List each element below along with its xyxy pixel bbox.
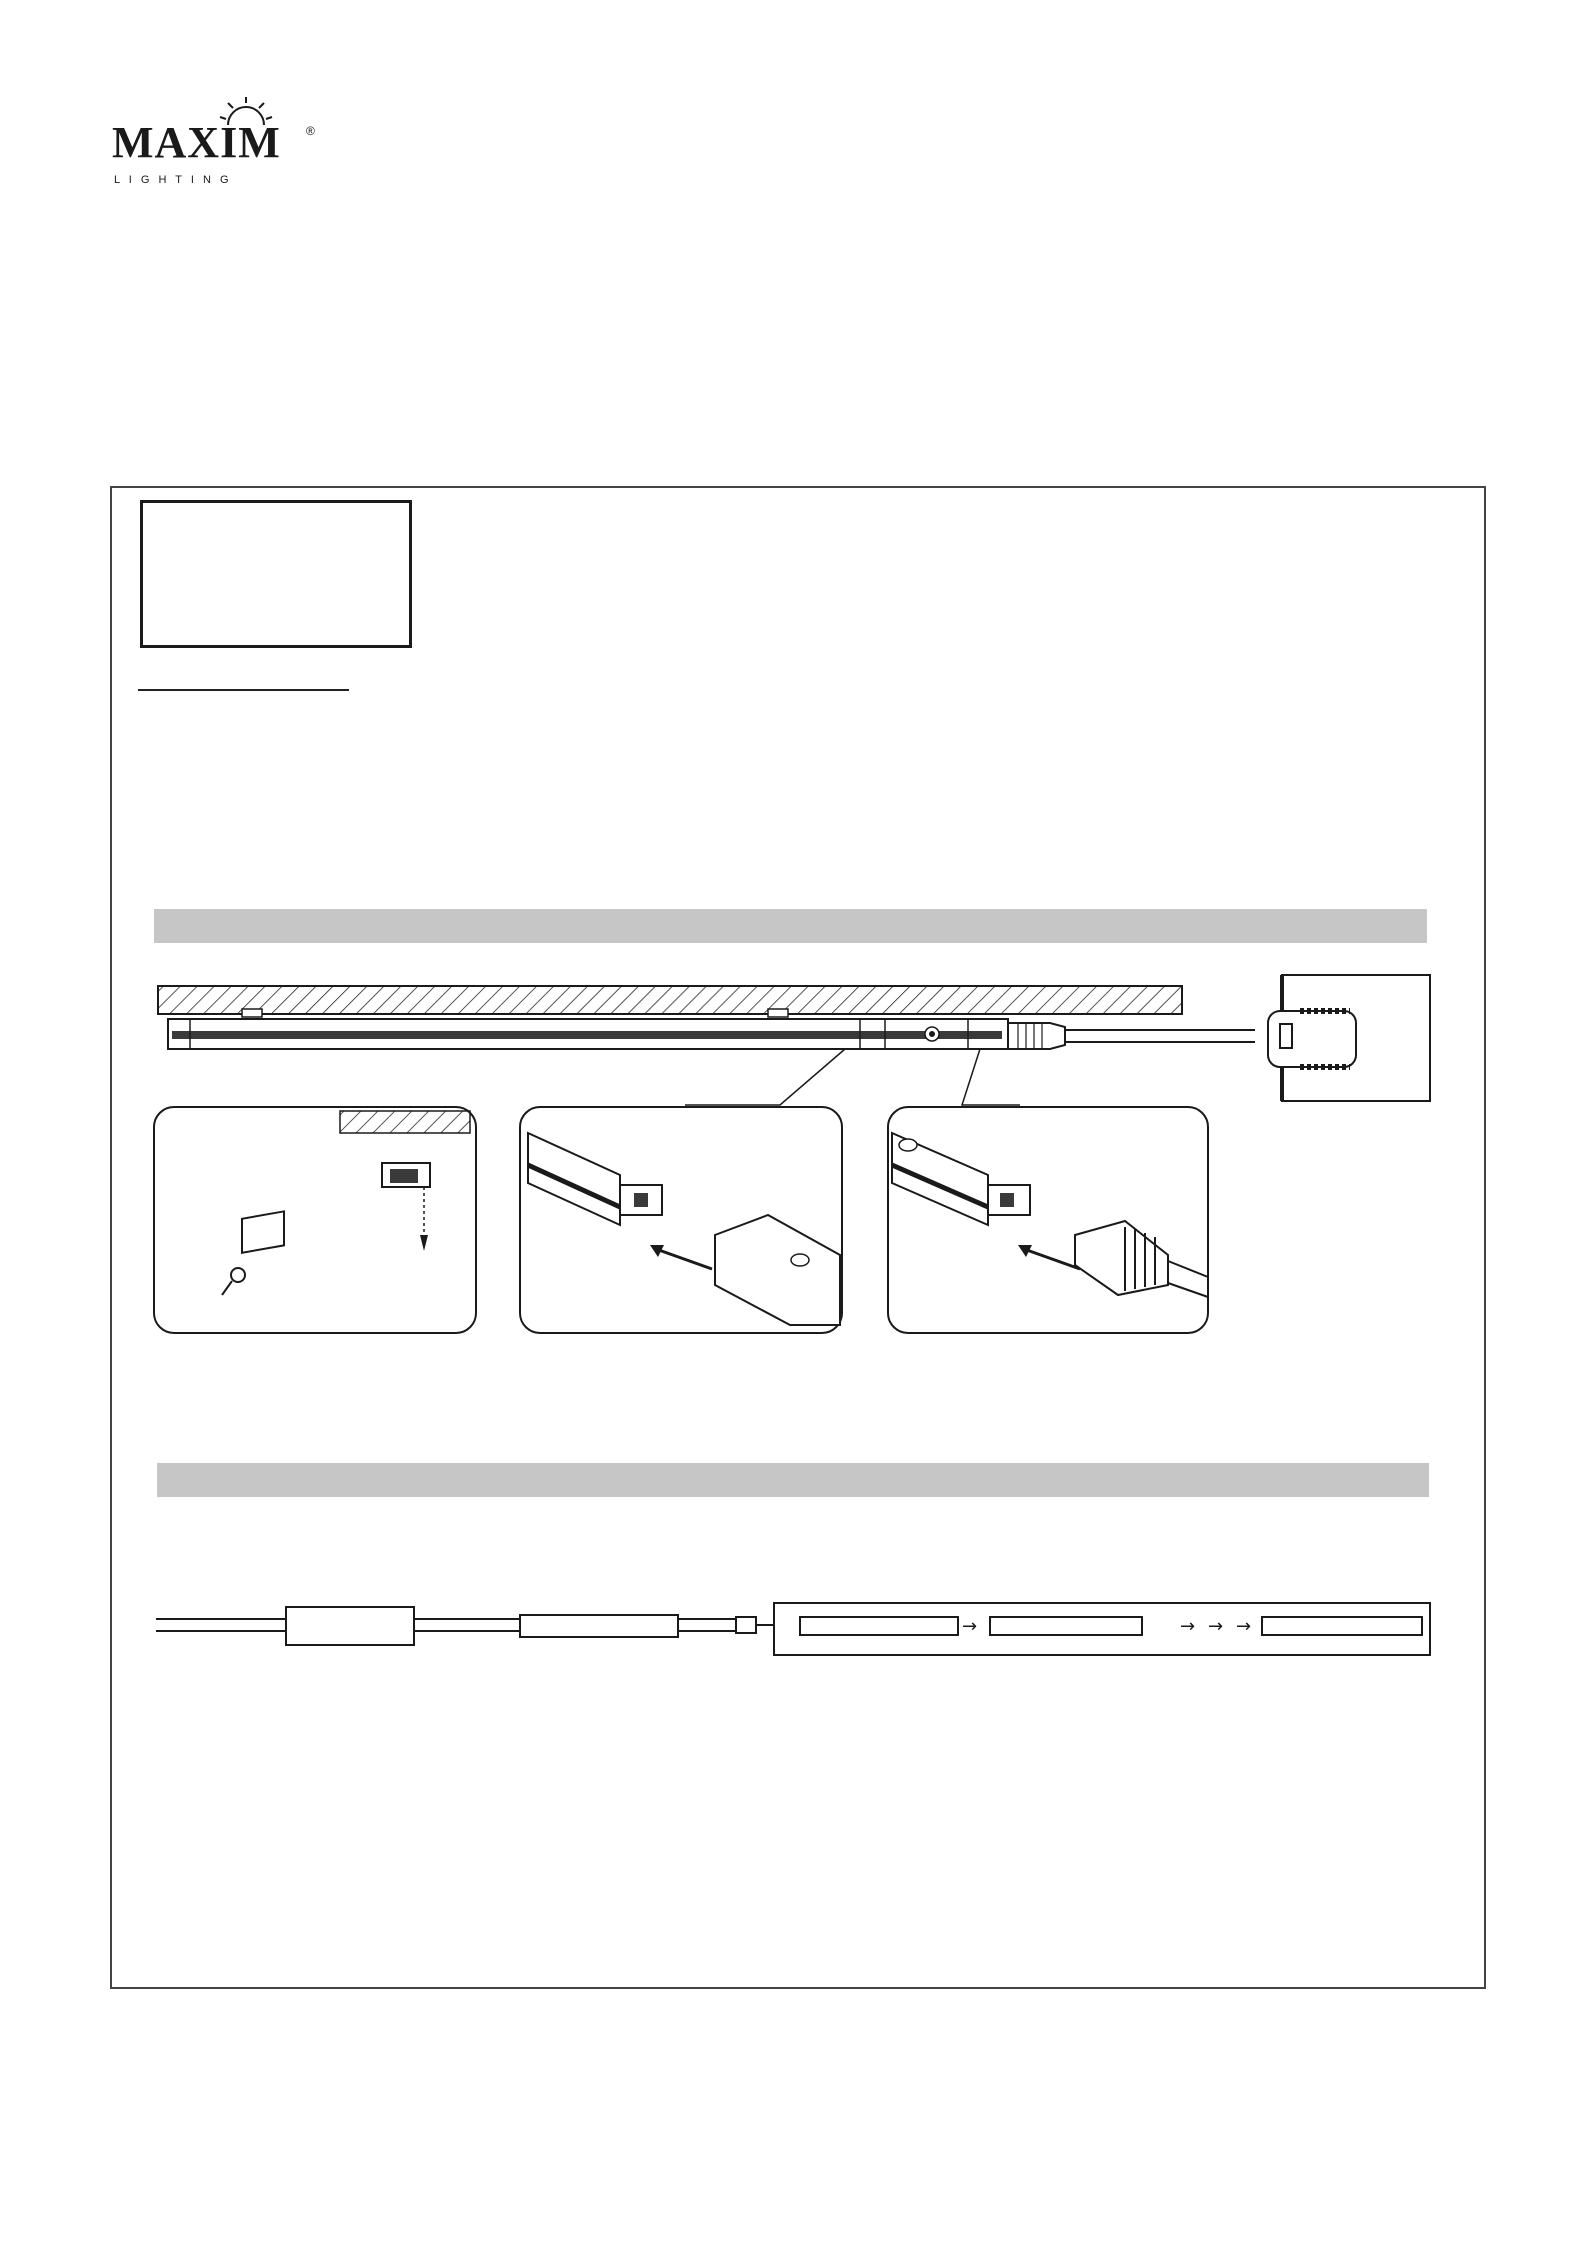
heading-underline: [138, 689, 349, 691]
logo-registered-mark: ®: [306, 124, 315, 138]
linking-diagram: [150, 1595, 1440, 1675]
mounting-clip: [242, 1009, 262, 1017]
logo-subtitle: L I G H T I N G: [114, 174, 232, 186]
arrow-2: →: [1180, 1616, 1196, 1637]
fixture-1: [800, 1617, 958, 1635]
joiner-connection-detail: [520, 1107, 842, 1333]
connector-box: [520, 1615, 678, 1637]
callout-leader: [685, 1049, 845, 1105]
callout-leader: [962, 1049, 1020, 1105]
power-cord-connection-detail: [888, 1107, 1208, 1333]
fixture-2: [990, 1617, 1142, 1635]
plug: [736, 1617, 756, 1633]
arrow-3: →: [1208, 1616, 1224, 1637]
supply-cable: [156, 1619, 286, 1631]
cabinet-underside: [158, 986, 1182, 1014]
wiring-section-bar: [157, 1463, 1429, 1497]
installation-diagram: [150, 965, 1440, 1340]
arrow-4: →: [1236, 1616, 1252, 1637]
arrow-1: →: [962, 1616, 978, 1637]
driver-box: [286, 1607, 414, 1645]
warning-box: [140, 500, 412, 648]
mounting-clip-detail: [154, 1107, 476, 1333]
logo-brand: MAXIM: [112, 118, 281, 167]
mounting-clip: [768, 1009, 788, 1017]
linear-fixture: [168, 1019, 1008, 1049]
fixture-3: [1262, 1617, 1422, 1635]
installation-section-bar: [154, 909, 1427, 943]
power-cord: [1008, 1023, 1255, 1049]
maxim-lighting-logo: [108, 95, 323, 195]
wall-outlet: [1268, 975, 1430, 1101]
